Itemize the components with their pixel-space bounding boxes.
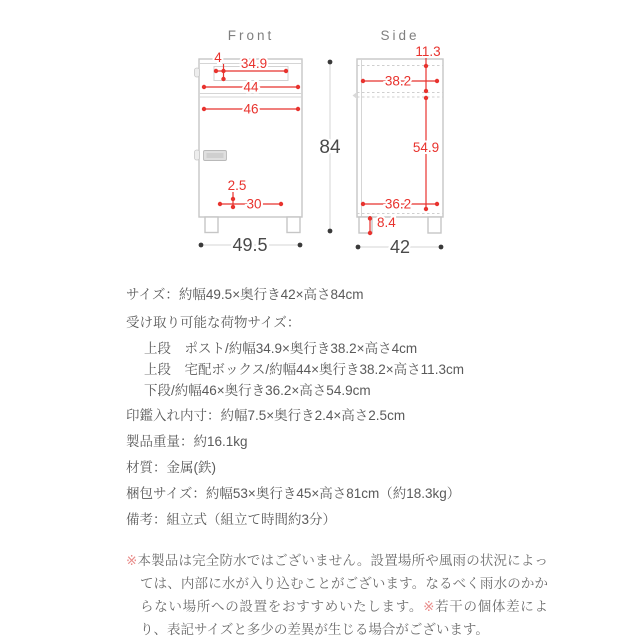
svg-text:34.9: 34.9 <box>240 56 268 71</box>
side-title: Side <box>380 28 420 43</box>
front-hinge-bottom <box>195 150 200 160</box>
dim-total-height <box>319 60 341 234</box>
spec-remarks: 備考：組立式（組立て時間約3分） <box>126 512 337 527</box>
front-right-foot <box>287 217 300 233</box>
side-dim-overall-depth <box>356 237 444 257</box>
spec-parcel-post: 上段 ポスト/約幅34.9×奥行き38.2×高さ4cm <box>144 341 418 356</box>
front-lock-plate-inner <box>207 153 224 158</box>
spec-parcel-box: 上段 宅配ボックス/約幅44×奥行き38.2×高さ11.3cm <box>144 362 464 377</box>
notes-section <box>0 539 548 640</box>
front-hinge-top <box>195 68 200 77</box>
note-paragraph <box>126 549 548 640</box>
svg-text:49.5: 49.5 <box>232 235 268 255</box>
svg-text:42: 42 <box>389 237 411 257</box>
svg-text:11.3: 11.3 <box>415 44 441 59</box>
spec-seal-inner: 印鑑入れ内寸：約幅7.5×奥行き2.4×高さ2.5cm <box>126 408 406 423</box>
svg-text:54.9: 54.9 <box>412 140 440 155</box>
spec-list <box>0 268 640 527</box>
spec-material: 材質：金属(鉄) <box>126 460 216 475</box>
spec-parcel-lower: 下段/約幅46×奥行き36.2×高さ54.9cm <box>144 383 371 398</box>
note-text-2: 若干の個体差により、表記サイズと多少の差異が生じる場合がございます。 <box>140 599 548 637</box>
spec-size: サイズ：約幅49.5×奥行き42×高さ84cm <box>126 287 364 302</box>
front-view <box>195 28 303 255</box>
svg-text:8.4: 8.4 <box>377 215 396 230</box>
side-right-foot <box>428 217 441 233</box>
svg-text:2.5: 2.5 <box>227 178 247 193</box>
svg-text:84: 84 <box>319 137 341 158</box>
side-handle-notch <box>353 92 358 99</box>
svg-text:4: 4 <box>214 50 222 65</box>
note-marker-1: ※ <box>126 553 138 568</box>
dimension-diagram <box>0 0 640 268</box>
svg-text:30: 30 <box>246 196 262 212</box>
svg-text:46: 46 <box>243 101 259 117</box>
svg-text:38.2: 38.2 <box>384 73 412 89</box>
front-left-foot <box>205 217 218 233</box>
front-dim-overall-width <box>199 235 303 255</box>
side-view <box>353 28 444 257</box>
spec-weight: 製品重量：約16.1kg <box>126 434 248 449</box>
svg-text:36.2: 36.2 <box>384 196 412 212</box>
note-marker-2: ※ <box>423 599 436 614</box>
svg-text:44: 44 <box>243 79 259 95</box>
note-text-1: 本製品は完全防水ではございません。設置場所や風雨の状況によっては、内部に水が入り込むことがございます。なるべく雨水のかからない場所への設置をおすすめいたします。 <box>137 553 549 614</box>
front-title: Front <box>227 28 275 43</box>
spec-parcel-heading: 受け取り可能な荷物サイズ： <box>126 315 301 330</box>
spec-package-size: 梱包サイズ：約幅53×奥行き45×高さ81cm（約18.3kg） <box>126 486 461 501</box>
